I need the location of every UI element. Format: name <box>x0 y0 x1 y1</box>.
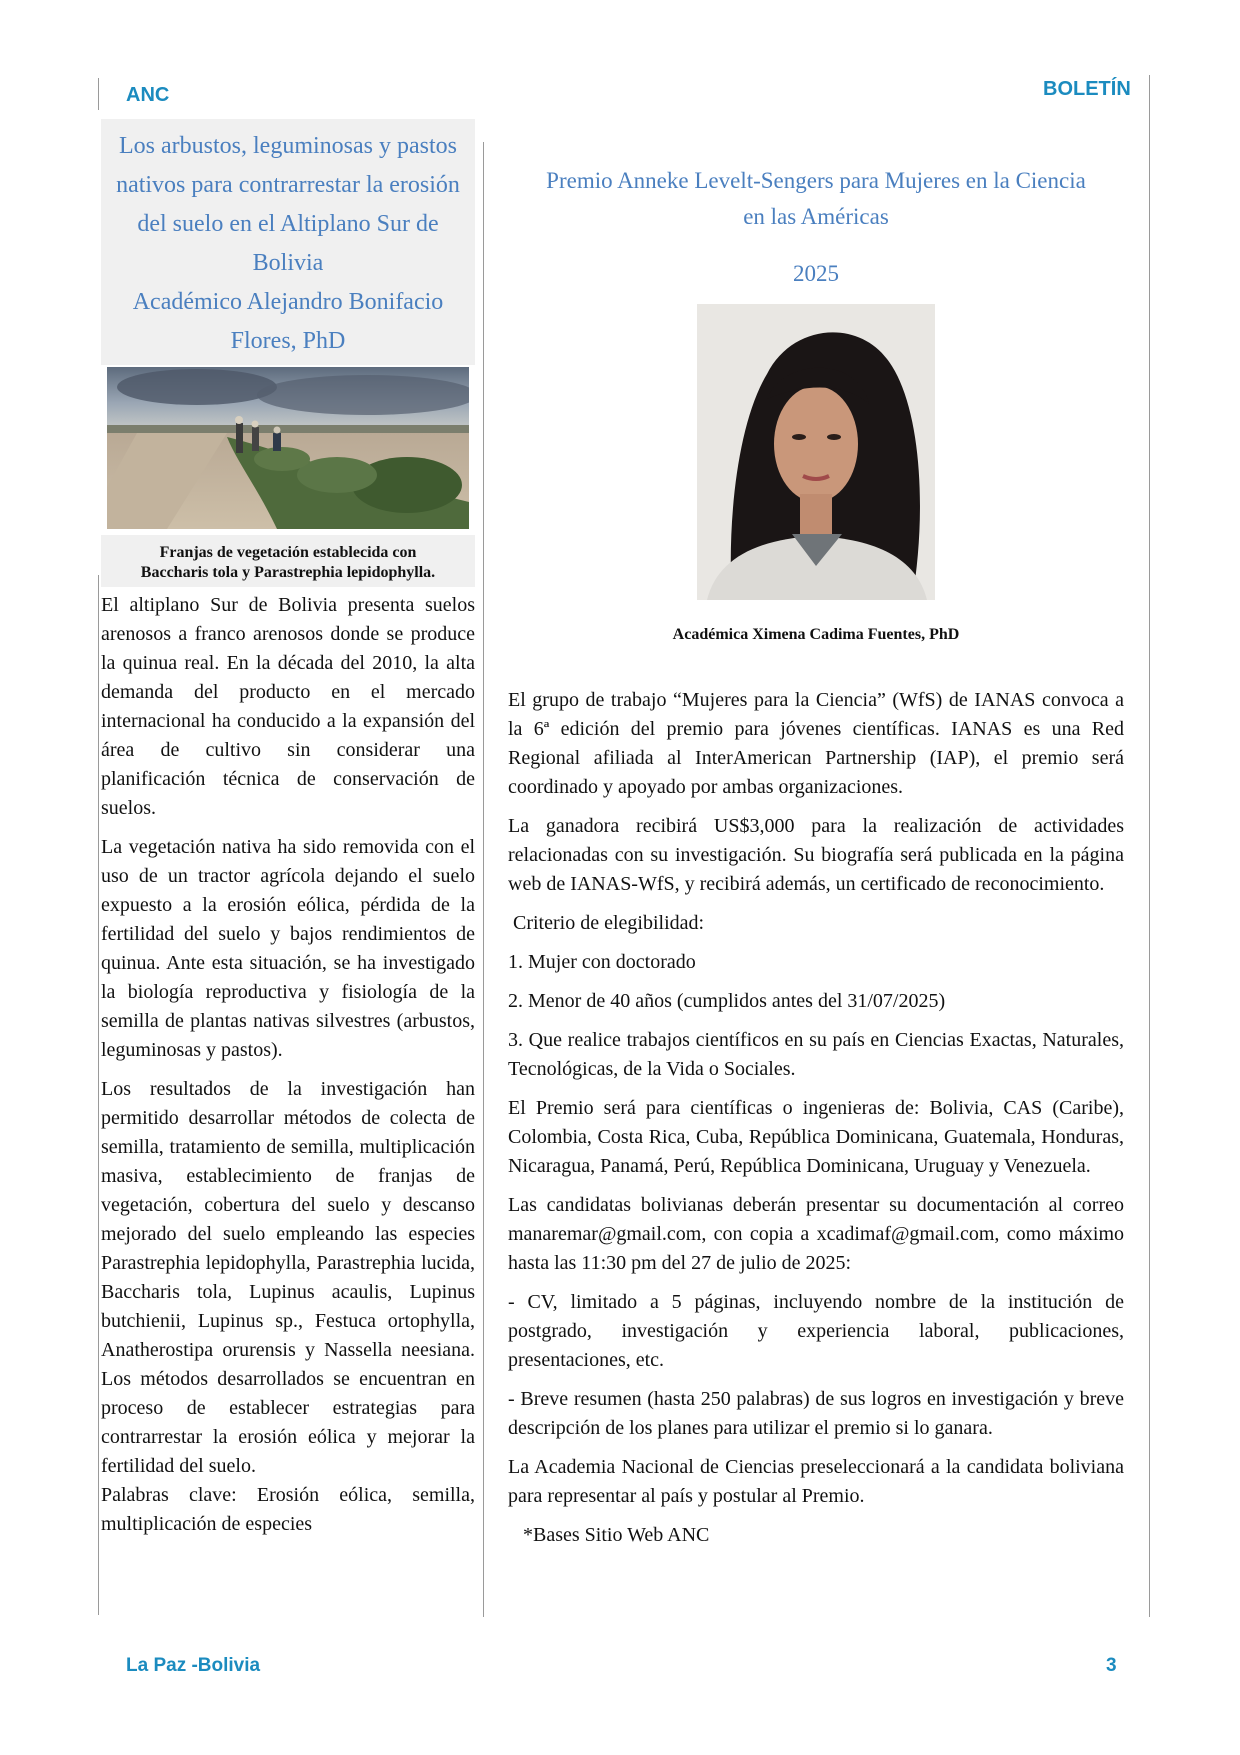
right-article-title <box>508 163 1124 235</box>
left-article <box>101 119 475 1539</box>
body-paragraph: El grupo de trabajo “Mujeres para la Ciencia” (WfS) de IANAS convoca a la 6ª edición del premio para jóvenes científicas. IANAS es una Red Regional afiliada al InterAmerican Partnership (IAP), el premio será coordinado y apoyado por ambas organizaciones. <box>508 689 1124 798</box>
body-paragraph: El Premio será para científicas o ingenieras de: Bolivia, CAS (Caribe), Colombia, Costa Rica, Cuba, República Dominicana, Guatemala, Honduras, Nicaragua, Panamá, Perú, República Dominicana, Uruguay y Venezuela. <box>508 1097 1124 1177</box>
keywords: Palabras clave: Erosión eólica, semilla, multiplicación de especies <box>101 1484 475 1535</box>
body-paragraph: Los resultados de la investigación han permitido desarrollar métodos de colecta de semilla, tratamiento de semilla, multiplicación masiva, establecimiento de franjas de vegetación, cobertura del suelo y descanso mejorado del suelo empleando las especies Parastrephia lepidophylla, Parastrephia lucida, Baccharis tola, Lupinus acaulis, Lupinus butchienii, Lupinus sp., Festuca ortophylla, Anatherostipa orurensis y Nassella neesiana. Los métodos desarrollados se encuentran en proceso de establecer estrategias para contrarrestar la erosión eólica y mejorar la fertilidad del suelo. <box>101 1078 475 1477</box>
requirement-item: - Breve resumen (hasta 250 palabras) de sus logros en investigación y breve descripción de los planes para utilizar el premio si lo ganara. <box>508 1388 1124 1439</box>
caption-line: Baccharis tola y Parastrephia lepidophylla. <box>140 564 436 581</box>
title-line: Bolivia <box>252 250 324 276</box>
page-number: 3 <box>1106 1655 1117 1676</box>
caption-line: Franjas de vegetación establecida con <box>159 544 417 561</box>
portrait-caption: Académica Ximena Cadima Fuentes, PhD <box>672 626 960 643</box>
title-line: nativos para contrarrestar la erosión <box>116 172 460 198</box>
right-article-body <box>508 686 1124 1550</box>
title-line: del suelo en el Altiplano Sur de <box>137 211 439 237</box>
eligibility-item: 2. Menor de 40 años (cumplidos antes del 31/07/2025) <box>508 990 946 1012</box>
header-right-label: BOLETÍN <box>1043 78 1131 100</box>
source-note: *Bases Sitio Web ANC <box>508 1524 710 1546</box>
requirement-item: - CV, limitado a 5 páginas, incluyendo nombre de la institución de postgrado, investigación y experiencia laboral, publicaciones, presentaciones, etc. <box>508 1291 1124 1371</box>
eligibility-item: 3. Que realice trabajos científicos en su país en Ciencias Exactas, Naturales, Tecnológicas, de la Vida o Sociales. <box>508 1029 1124 1080</box>
right-article <box>508 163 1124 1560</box>
eligibility-heading: Criterio de elegibilidad: <box>508 912 705 934</box>
altiplano-field-photo <box>107 367 469 529</box>
column-divider <box>483 142 484 1617</box>
photo-caption <box>101 535 475 587</box>
left-margin-rule <box>98 78 99 110</box>
title-line: Los arbustos, leguminosas y pastos <box>119 133 457 159</box>
portrait-photo <box>697 304 935 600</box>
footer-place: La Paz -Bolivia <box>126 1655 261 1676</box>
body-paragraph: Las candidatas bolivianas deberán presentar su documentación al correo manaremar@gmail.com, con copia a xcadimaf@gmail.com, como máximo hasta las 11:30 pm del 27 de julio de 2025: <box>508 1194 1124 1274</box>
body-paragraph: El altiplano Sur de Bolivia presenta suelos arenosos a franco arenosos donde se produce la quinua real. En la década del 2010, la alta demanda del producto en el mercado internacional ha conducido a la expansión del área de cultivo sin considerar una planificación técnica de conservación de suelos. <box>101 594 475 819</box>
author-line: Flores, PhD <box>230 328 346 354</box>
header-left-label: ANC <box>126 84 170 106</box>
body-paragraph: La ganadora recibirá US$3,000 para la realización de actividades relacionadas con su investigación. Su biografía será publicada en la página web de IANAS-WfS, y recibirá además, un certificado de reconocimiento. <box>508 815 1124 895</box>
body-paragraph: La vegetación nativa ha sido removida con el uso de un tractor agrícola dejando el suelo expuesto a la erosión eólica, pérdida de la fertilidad del suelo y bajos rendimientos de quinua. Ante esta situación, se ha investigado la biología reproductiva y fisiología de la semilla de plantas nativas silvestres (arbustos, leguminosas y pastos). <box>101 836 475 1061</box>
left-article-title <box>101 119 475 365</box>
title-line: Premio Anneke Levelt-Sengers para Mujeres en la Ciencia <box>546 168 1086 193</box>
right-margin-rule <box>1149 75 1150 1617</box>
left-column-rule <box>98 575 99 1615</box>
title-line: en las Américas <box>743 204 889 229</box>
left-article-body <box>101 591 475 1539</box>
award-year: 2025 <box>793 261 839 286</box>
author-line: Académico Alejandro Bonifacio <box>132 289 444 315</box>
body-paragraph: La Academia Nacional de Ciencias preseleccionará a la candidata boliviana para representar al país y postular al Premio. <box>508 1456 1124 1507</box>
eligibility-item: 1. Mujer con doctorado <box>508 951 696 973</box>
